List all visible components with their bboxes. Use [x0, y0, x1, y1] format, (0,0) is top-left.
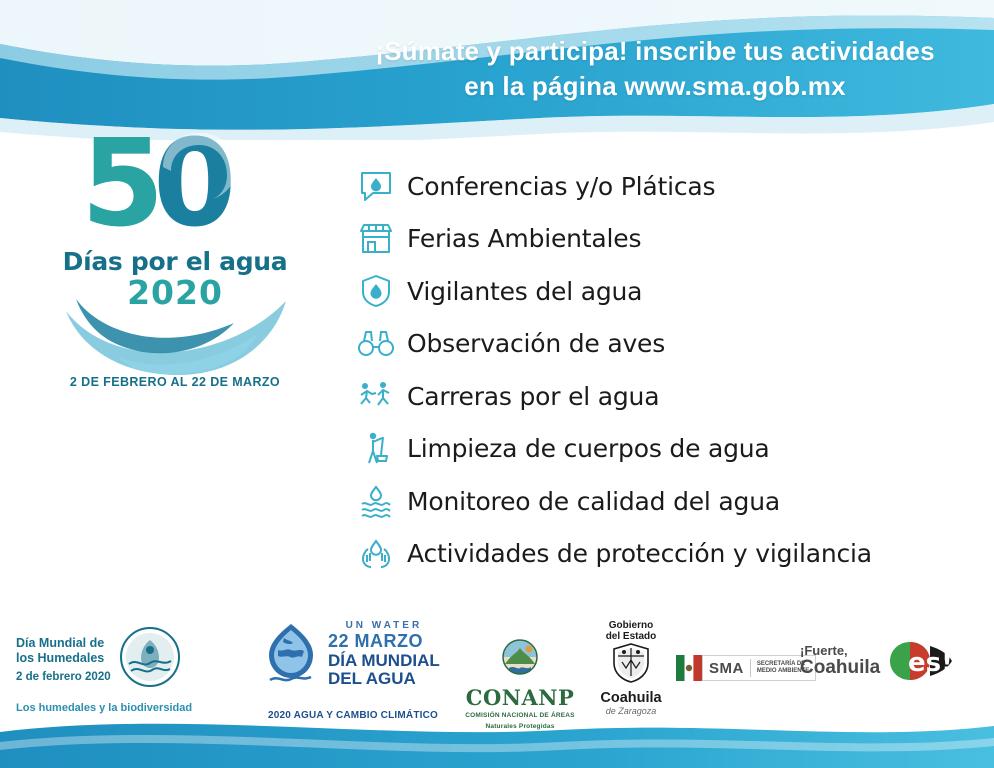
- coahuila-shield-icon: [604, 671, 658, 688]
- coahuila-es-icon: [884, 640, 954, 682]
- fifty-number-icon: [75, 125, 275, 243]
- logo-fuerte-coahuila: [800, 640, 970, 682]
- agua-subtitle: 2020 AGUA Y CAMBIO CLIMÁTICO: [267, 710, 439, 721]
- speech-drop-icon: [345, 169, 407, 203]
- humedales-line2: los Humedales: [16, 651, 105, 665]
- logo-dia-mundial-humedales: [16, 626, 246, 693]
- globe-icon: [258, 620, 324, 697]
- logo-year: 2020: [127, 273, 223, 312]
- headline-line1: ¡Súmate y participa! inscribe tus actividades: [375, 36, 935, 66]
- sma-full-line1: SECRETARÍA DE: [756, 660, 806, 667]
- footer-wave-graphic: [0, 706, 994, 768]
- list-item: [345, 160, 965, 213]
- list-item: [345, 423, 965, 476]
- list-item-label: Carreras por el agua: [407, 381, 660, 411]
- wave-leaf-icon: [58, 293, 293, 378]
- dia-mundial-agua-text: [328, 620, 440, 688]
- list-item-label: Conferencias y/o Pláticas: [407, 171, 716, 201]
- list-item: [345, 265, 965, 318]
- list-item: [345, 213, 965, 266]
- agua-day: 22 MARZO: [328, 631, 424, 651]
- hands-drop-icon: [345, 537, 407, 571]
- campaign-logo: [40, 125, 310, 415]
- agua-title2: DEL AGUA: [328, 668, 416, 688]
- sma-abbr: SMA: [709, 659, 744, 677]
- svg-text:5: 5: [81, 125, 165, 243]
- market-stall-icon: [345, 222, 407, 256]
- agua-title1: DÍA MUNDIAL: [328, 651, 440, 670]
- humedales-tagline: Los humedales y la biodiversidad: [16, 702, 193, 714]
- list-item: [345, 370, 965, 423]
- list-item: [345, 318, 965, 371]
- logo-title: Días por el agua: [62, 247, 288, 276]
- gobierno-line2: del Estado: [605, 631, 657, 642]
- sma-divider: [750, 659, 751, 677]
- list-item-label: Observación de aves: [407, 329, 666, 359]
- logo-wave-decoration: [58, 293, 293, 378]
- page-title: [330, 34, 980, 104]
- logo-dates: 2 DE FEBRERO AL 22 DE MARZO: [69, 375, 281, 389]
- water-monitor-icon: [345, 484, 407, 518]
- conanp-sub1: COMISIÓN NACIONAL DE ÁREAS: [465, 712, 575, 719]
- logo-gobierno-coahuila: [586, 620, 676, 716]
- cleaning-person-icon: [345, 431, 407, 467]
- gobierno-line1: Gobierno: [608, 620, 654, 631]
- humedales-line1: Día Mundial de: [16, 636, 105, 650]
- binoculars-icon: [345, 327, 407, 361]
- sma-full-line2: MEDIO AMBIENTE: [756, 668, 810, 674]
- humedales-date: 2 de febrero 2020: [16, 671, 111, 683]
- fuerte-text: [800, 644, 880, 678]
- list-item-label: Limpieza de cuerpos de agua: [407, 434, 770, 464]
- conanp-name: CONANP: [465, 685, 575, 710]
- list-item-label: Monitoreo de calidad del agua: [407, 486, 780, 516]
- logo-sma: [676, 655, 816, 681]
- list-item: [345, 528, 965, 581]
- logo-50-graphic: [40, 125, 310, 245]
- gobierno-sub: de Zaragoza: [605, 706, 657, 716]
- wetlands-seal-icon: [119, 626, 181, 693]
- conanp-sub2: Naturales Protegidas: [485, 722, 555, 730]
- mexico-flag-icon: [676, 655, 702, 681]
- footer-wave-band: [0, 706, 994, 768]
- list-item-label: Vigilantes del agua: [407, 276, 643, 306]
- gobierno-state: Coahuila: [600, 690, 662, 706]
- list-item-label: Ferias Ambientales: [407, 224, 642, 254]
- activities-list: [345, 160, 965, 580]
- list-item: [345, 475, 965, 528]
- fuerte-line2: Coahuila: [800, 656, 881, 678]
- conanp-emblem-icon: [499, 665, 541, 682]
- headline-line2: en la página www.sma.gob.mx: [464, 71, 846, 102]
- shield-drop-icon: [345, 274, 407, 308]
- fuerte-line1: ¡Fuerte,: [800, 643, 848, 659]
- svg-text:0: 0: [153, 125, 237, 243]
- unwater-label: UN WATER: [345, 620, 423, 631]
- list-item-label: Actividades de protección y vigilancia: [407, 539, 872, 569]
- logo-dia-mundial-agua: [258, 620, 448, 721]
- humedales-text: [16, 636, 111, 683]
- svg-text:es!: es!: [908, 648, 954, 678]
- runners-icon: [345, 379, 407, 413]
